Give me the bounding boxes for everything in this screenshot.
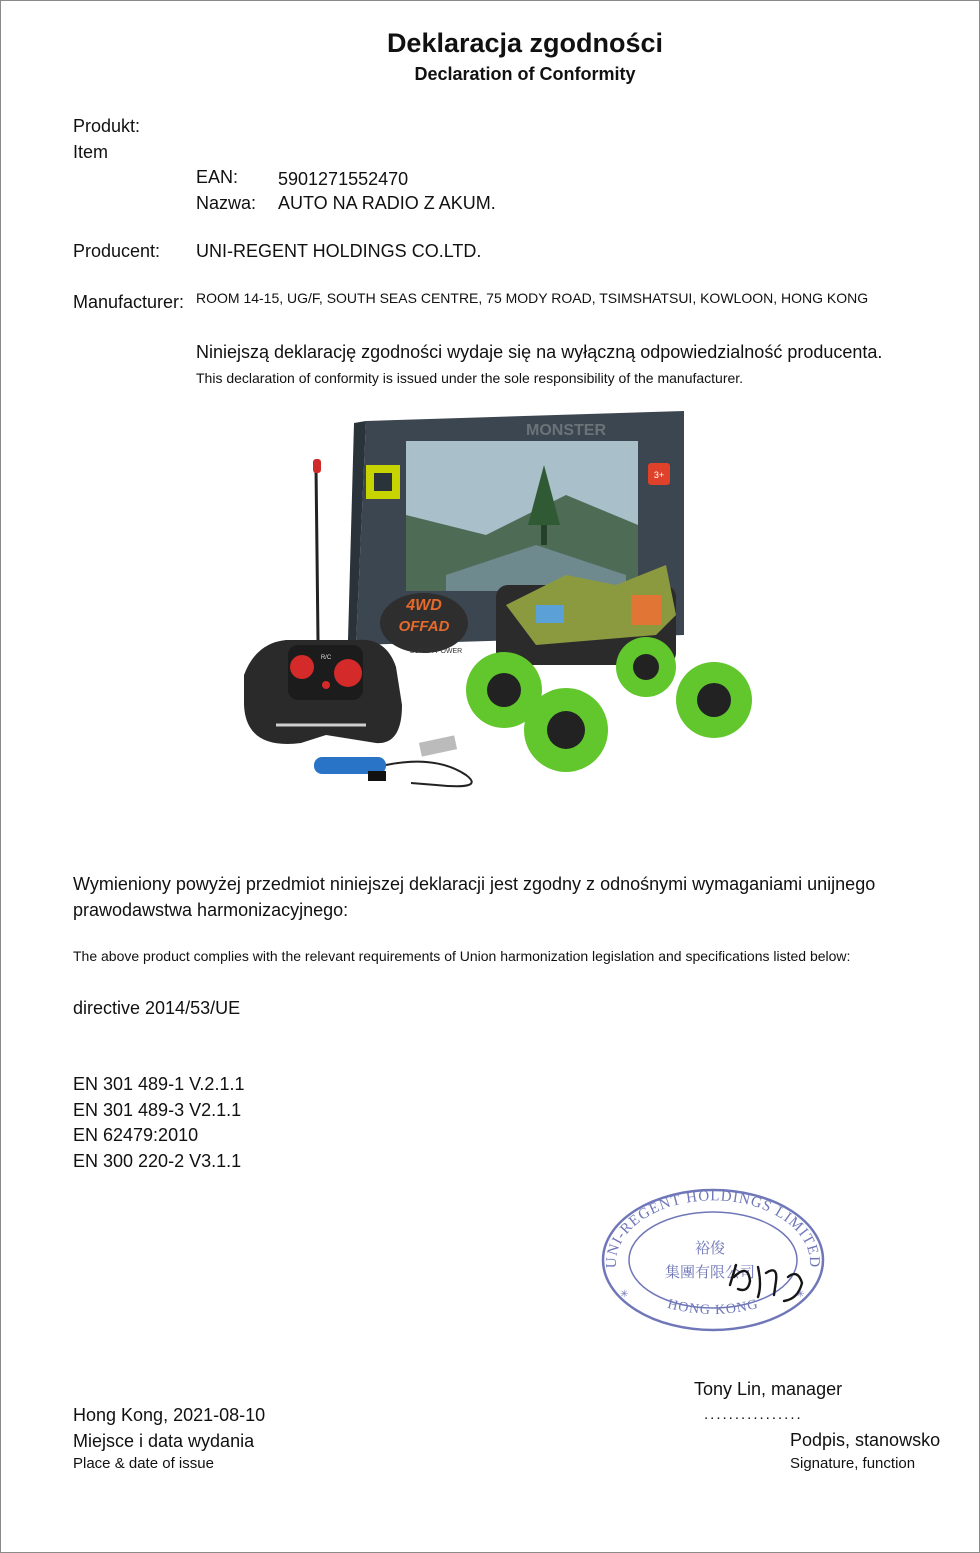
stamp-ring-text: UNI-REGENT HOLDINGS LIMITED (603, 1188, 823, 1269)
signature-label-pl: Podpis, stanowsko (790, 1430, 941, 1450)
remote-rc-label: R/C (320, 655, 332, 661)
document-title: Deklaracja zgodności (386, 28, 664, 58)
stamp-chinese-line1: 裕俊 (694, 1239, 726, 1257)
ean-value: 5901271552470 (278, 169, 409, 189)
name-label: Nazwa: (196, 193, 257, 213)
box-logo-text: OFFAD (398, 618, 450, 635)
compliance-statement-en: The above product complies with the relevant requirements of Union harmonization legislation and specifications listed below: (73, 948, 851, 964)
box-tagline: SUPER POWER (409, 648, 463, 655)
producer-name: UNI-REGENT HOLDINGS CO.LTD. (196, 241, 482, 261)
manufacturer-address: ROOM 14-15, UG/F, SOUTH SEAS CENTRE, 75 MODY ROAD, TSIMSHATSUI, KOWLOON, HONG KONG (196, 290, 869, 306)
standard-item: EN 62479:2010 (73, 1125, 199, 1145)
company-stamp (598, 1185, 828, 1335)
manufacturer-label-en: Manufacturer: (73, 292, 185, 312)
stamp-star-right-icon: ✳ (796, 1289, 805, 1300)
product-image (236, 405, 756, 795)
stamp-bottom-text: HONG KONG (665, 1296, 761, 1319)
box-4wd-badge: 4WD (406, 597, 442, 614)
signature-line: ................ (704, 1406, 803, 1423)
product-label-pl: Produkt: (73, 116, 141, 136)
place-label-pl: Miejsce i data wydania (73, 1431, 255, 1451)
compliance-statement-pl-line1: Wymieniony powyżej przedmiot niniejszej deklaracji jest zgodny z odnośnymi wymaganiami unijnego (73, 874, 876, 894)
standard-item: EN 301 489-1 V.2.1.1 (73, 1074, 245, 1094)
age-badge-text: 3+ (653, 470, 665, 480)
standard-item: EN 300 220-2 V3.1.1 (73, 1151, 242, 1171)
place-label-en: Place & date of issue (73, 1455, 214, 1472)
document-subtitle: Declaration of Conformity (414, 64, 636, 84)
place-date: Hong Kong, 2021-08-10 (73, 1405, 266, 1425)
producer-label-pl: Producent: (73, 241, 161, 261)
standard-item: EN 301 489-3 V2.1.1 (73, 1100, 242, 1120)
battery-and-charger (314, 735, 472, 786)
signer-name: Tony Lin, manager (694, 1379, 843, 1399)
compliance-statement-pl-line2: prawodawstwa harmonizacyjnego: (73, 900, 349, 920)
box-brand-text: MONSTER (526, 422, 606, 439)
responsibility-statement-en: This declaration of conformity is issued under the sole responsibility of the manufacturer. (196, 370, 744, 386)
responsibility-statement-pl: Niniejszą deklarację zgodności wydaje się na wyłączną odpowiedzialność producenta. (196, 342, 883, 362)
ean-label: EAN: (196, 167, 239, 187)
stamp-chinese-line2: 集團有限公司 (664, 1263, 756, 1281)
product-label-en: Item (73, 142, 109, 162)
name-value: AUTO NA RADIO Z AKUM. (278, 193, 496, 213)
directive: directive 2014/53/UE (73, 998, 241, 1018)
stamp-star-left-icon: ✳ (620, 1289, 629, 1300)
rc-truck (466, 565, 752, 772)
signature-label-en: Signature, function (790, 1455, 916, 1472)
